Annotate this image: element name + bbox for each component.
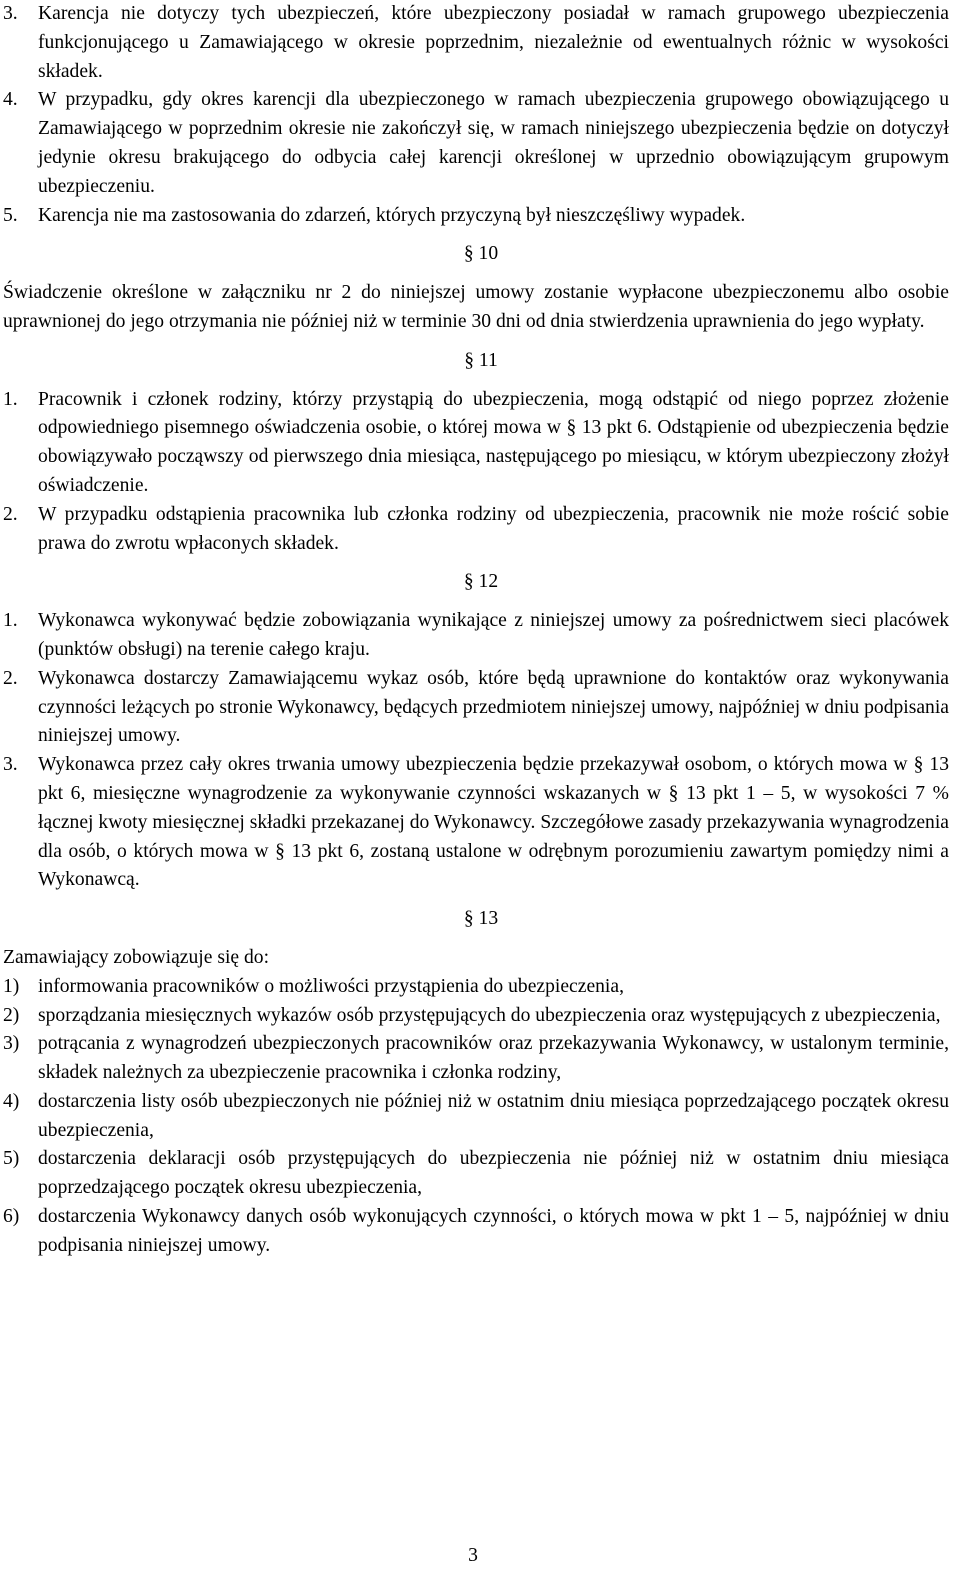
item-text: W przypadku, gdy okres karencji dla ubezpieczonego w ramach ubezpieczenia grupowego obowiązującego u Zamawiającego w poprzednim okresie nie zakończył się, w ramach niniejszego ubezpieczenia będzie on dotyczył jedynie okresu brakującego do odbycia całej karencji określonej w uprzednio obowiązującym grupowym ubezpieczeniu.	[38, 89, 949, 197]
section-heading: § 12	[463, 571, 499, 593]
item-number: 2)	[3, 1004, 20, 1026]
item-number: 3.	[3, 3, 18, 24]
document-page	[3, 0, 949, 1261]
item-number: 5.	[3, 204, 18, 226]
list-item	[3, 1002, 949, 1031]
section-11	[3, 347, 949, 559]
item-text: Wykonawca dostarczy Zamawiającemu wykaz osób, które będą uprawnione do kontaktów oraz wykonywania czynności leżących po stronie Wykonawcy, będących przedmiotem niniejszej umowy, najpóźniej w dniu podpisania niniejszej umowy.	[38, 667, 949, 747]
item-text: potrącania z wynagrodzeń ubezpieczonych pracowników oraz przekazywania Wykonawcy, w ustalonym terminie, składek należnych za ubezpieczenie pracownika i członka rodziny,	[38, 1033, 949, 1084]
item-text: dostarczenia Wykonawcy danych osób wykonujących czynności, o których mowa w pkt 1 – 5, najpóźniej w dniu podpisania niniejszej umowy.	[38, 1206, 949, 1256]
list-item	[3, 751, 949, 895]
section-13	[3, 905, 949, 1261]
list-item	[3, 1203, 949, 1261]
item-number: 4.	[3, 89, 18, 111]
item-number: 6)	[3, 1206, 20, 1228]
item-text: Wykonawca przez cały okres trwania umowy ubezpieczenia będzie przekazywał osobom, o których mowa w § 13 pkt 6, miesięczne wynagrodzenie za wykonywanie czynności wskazanych w § 13 pkt 1 – 5, w wysokości 7 % łącznej kwoty miesięcznej składki przekazanej do Wykonawcy. Szczegółowe zasady przekazywania wynagrodzenia dla osób, o których mowa w § 13 pkt 6, zostaną ustalone w odrębnym porozumieniu zawartym pomiędzy nimi a Wykonawcą.	[38, 754, 949, 891]
item-number: 3)	[3, 1033, 20, 1055]
item-text: Karencja nie dotyczy tych ubezpieczeń, które ubezpieczony posiadał w ramach grupowego ubezpieczenia funkcjonującego u Zamawiającego w okresie poprzednim, niezależnie od ewentualnych różnic w wysokości składek.	[38, 3, 949, 82]
list-item	[3, 973, 949, 1002]
item-text: dostarczenia listy osób ubezpieczonych nie później niż w ostatnim dniu miesiąca poprzedzającego początek okresu ubezpieczenia,	[38, 1090, 949, 1141]
item-number: 2.	[3, 667, 18, 689]
page-number: 3	[468, 1545, 478, 1566]
list-item	[3, 1030, 949, 1088]
item-number: 1)	[3, 975, 20, 997]
item-text: Pracownik i członek rodziny, którzy przystąpią do ubezpieczenia, mogą odstąpić od niego poprzez złożenie odpowiedniego pisemnego oświadczenia osobie, o której mowa w § 13 pkt 6. Odstąpienie od ubezpieczenia będzie obowiązywało począwszy od pierwszego dnia miesiąca, następującego po miesiącu, w którym ubezpieczony złożył oświadczenie.	[38, 388, 949, 496]
item-number: 1.	[3, 610, 18, 632]
list-item	[3, 86, 949, 201]
item-text: Karencja nie ma zastosowania do zdarzeń, których przyczyną był nieszczęśliwy wypadek.	[38, 204, 746, 226]
item-text: sporządzania miesięcznych wykazów osób przystępujących do ubezpieczenia oraz występujących z ubezpieczenia,	[38, 1004, 941, 1026]
list-item	[3, 386, 949, 501]
section-paragraph: Świadczenie określone w załączniku nr 2 do niniejszej umowy zostanie wypłacone ubezpieczonemu albo osobie uprawnionej do jego otrzymania nie później niż w terminie 30 dni od dnia stwierdzenia uprawnienia do jego wypłaty.	[3, 282, 949, 332]
section-heading: § 11	[464, 349, 498, 371]
section-10	[3, 240, 949, 336]
section-heading: § 13	[463, 908, 499, 930]
item-text: Wykonawca wykonywać będzie zobowiązania wynikające z niniejszej umowy za pośrednictwem sieci placówek (punktów obsługi) na terenie całego kraju.	[38, 610, 949, 660]
item-number: 3.	[3, 754, 18, 776]
section-9-tail	[3, 0, 949, 230]
list-item	[3, 665, 949, 751]
list-item	[3, 1088, 949, 1146]
section-heading: § 10	[463, 243, 499, 265]
item-number: 4)	[3, 1090, 20, 1112]
list-item	[3, 0, 949, 86]
section-12	[3, 568, 949, 895]
item-text: dostarczenia deklaracji osób przystępujących do ubezpieczenia nie później niż w ostatnim dniu miesiąca poprzedzającego początek okresu ubezpieczenia,	[38, 1148, 949, 1199]
item-text: W przypadku odstąpienia pracownika lub członka rodziny od ubezpieczenia, pracownik nie może rościć sobie prawa do zwrotu wpłaconych składek.	[38, 503, 949, 554]
item-number: 5)	[3, 1148, 20, 1170]
list-item	[3, 1145, 949, 1203]
list-item	[3, 501, 949, 559]
list-item	[3, 607, 949, 665]
item-text: informowania pracowników o możliwości przystąpienia do ubezpieczenia,	[38, 975, 624, 997]
list-item	[3, 202, 949, 231]
item-number: 1.	[3, 388, 18, 410]
item-number: 2.	[3, 503, 18, 525]
section-intro: Zamawiający zobowiązuje się do:	[3, 946, 270, 968]
